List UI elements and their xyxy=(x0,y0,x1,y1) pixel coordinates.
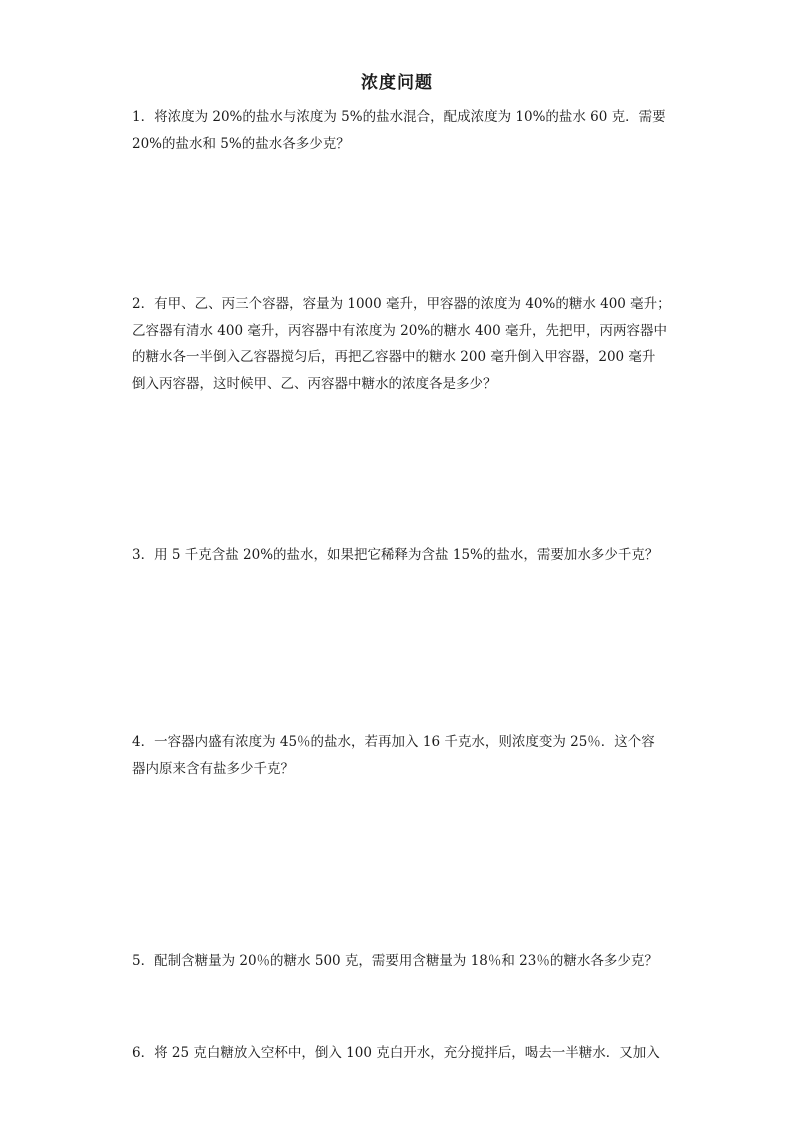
problem-2-line-4: 倒入丙容器，这时候甲、乙、丙容器中糖水的浓度各是多少？ xyxy=(132,375,497,392)
problem-3-line-1: 3．用 5 千克含盐 20%的盐水，如果把它稀释为含盐 15%的盐水，需要加水多少千克？ xyxy=(132,547,659,563)
problem-3 xyxy=(132,542,672,569)
problem-1 xyxy=(132,104,672,157)
problem-2-line-1: 2．有甲、乙、丙三个容器，容量为 1000 毫升，甲容器的浓度为 40%的糖水 400 毫升； xyxy=(132,296,671,312)
page-title: 浓度问题 xyxy=(361,73,433,93)
problem-4 xyxy=(132,729,672,782)
problem-2-line-3: 的糖水各一半倒入乙容器搅匀后，再把乙容器中的糖水 200 毫升倒入甲容器，200 毫升 xyxy=(132,349,656,365)
problem-4-line-1: 4．一容器内盛有浓度为 45％的盐水，若再加入 16 千克水，则浓度变为 25％．这个容 xyxy=(132,734,655,750)
problem-2 xyxy=(132,291,672,397)
problem-1-line-1: 1．将浓度为 20%的盐水与浓度为 5%的盐水混合，配成浓度为 10%的盐水 60 克．需要 xyxy=(132,109,666,125)
problem-6-line-1: 6．将 25 克白糖放入空杯中，倒入 100 克白开水，充分搅拌后，喝去一半糖水．又加入 xyxy=(132,1045,660,1061)
problem-6 xyxy=(132,1040,672,1067)
problem-5-line-1: 5．配制含糖量为 20％的糖水 500 克，需要用含糖量为 18％和 23％的糖水各多少克？ xyxy=(132,953,658,969)
problem-5 xyxy=(132,948,672,975)
problem-2-line-2: 乙容器有清水 400 毫升，丙容器中有浓度为 20%的糖水 400 毫升，先把甲，丙两容器中 xyxy=(132,322,667,339)
problem-4-line-2: 器内原来含有盐多少千克？ xyxy=(132,760,294,777)
problem-1-line-2: 20%的盐水和 5%的盐水各多少克？ xyxy=(132,135,350,152)
